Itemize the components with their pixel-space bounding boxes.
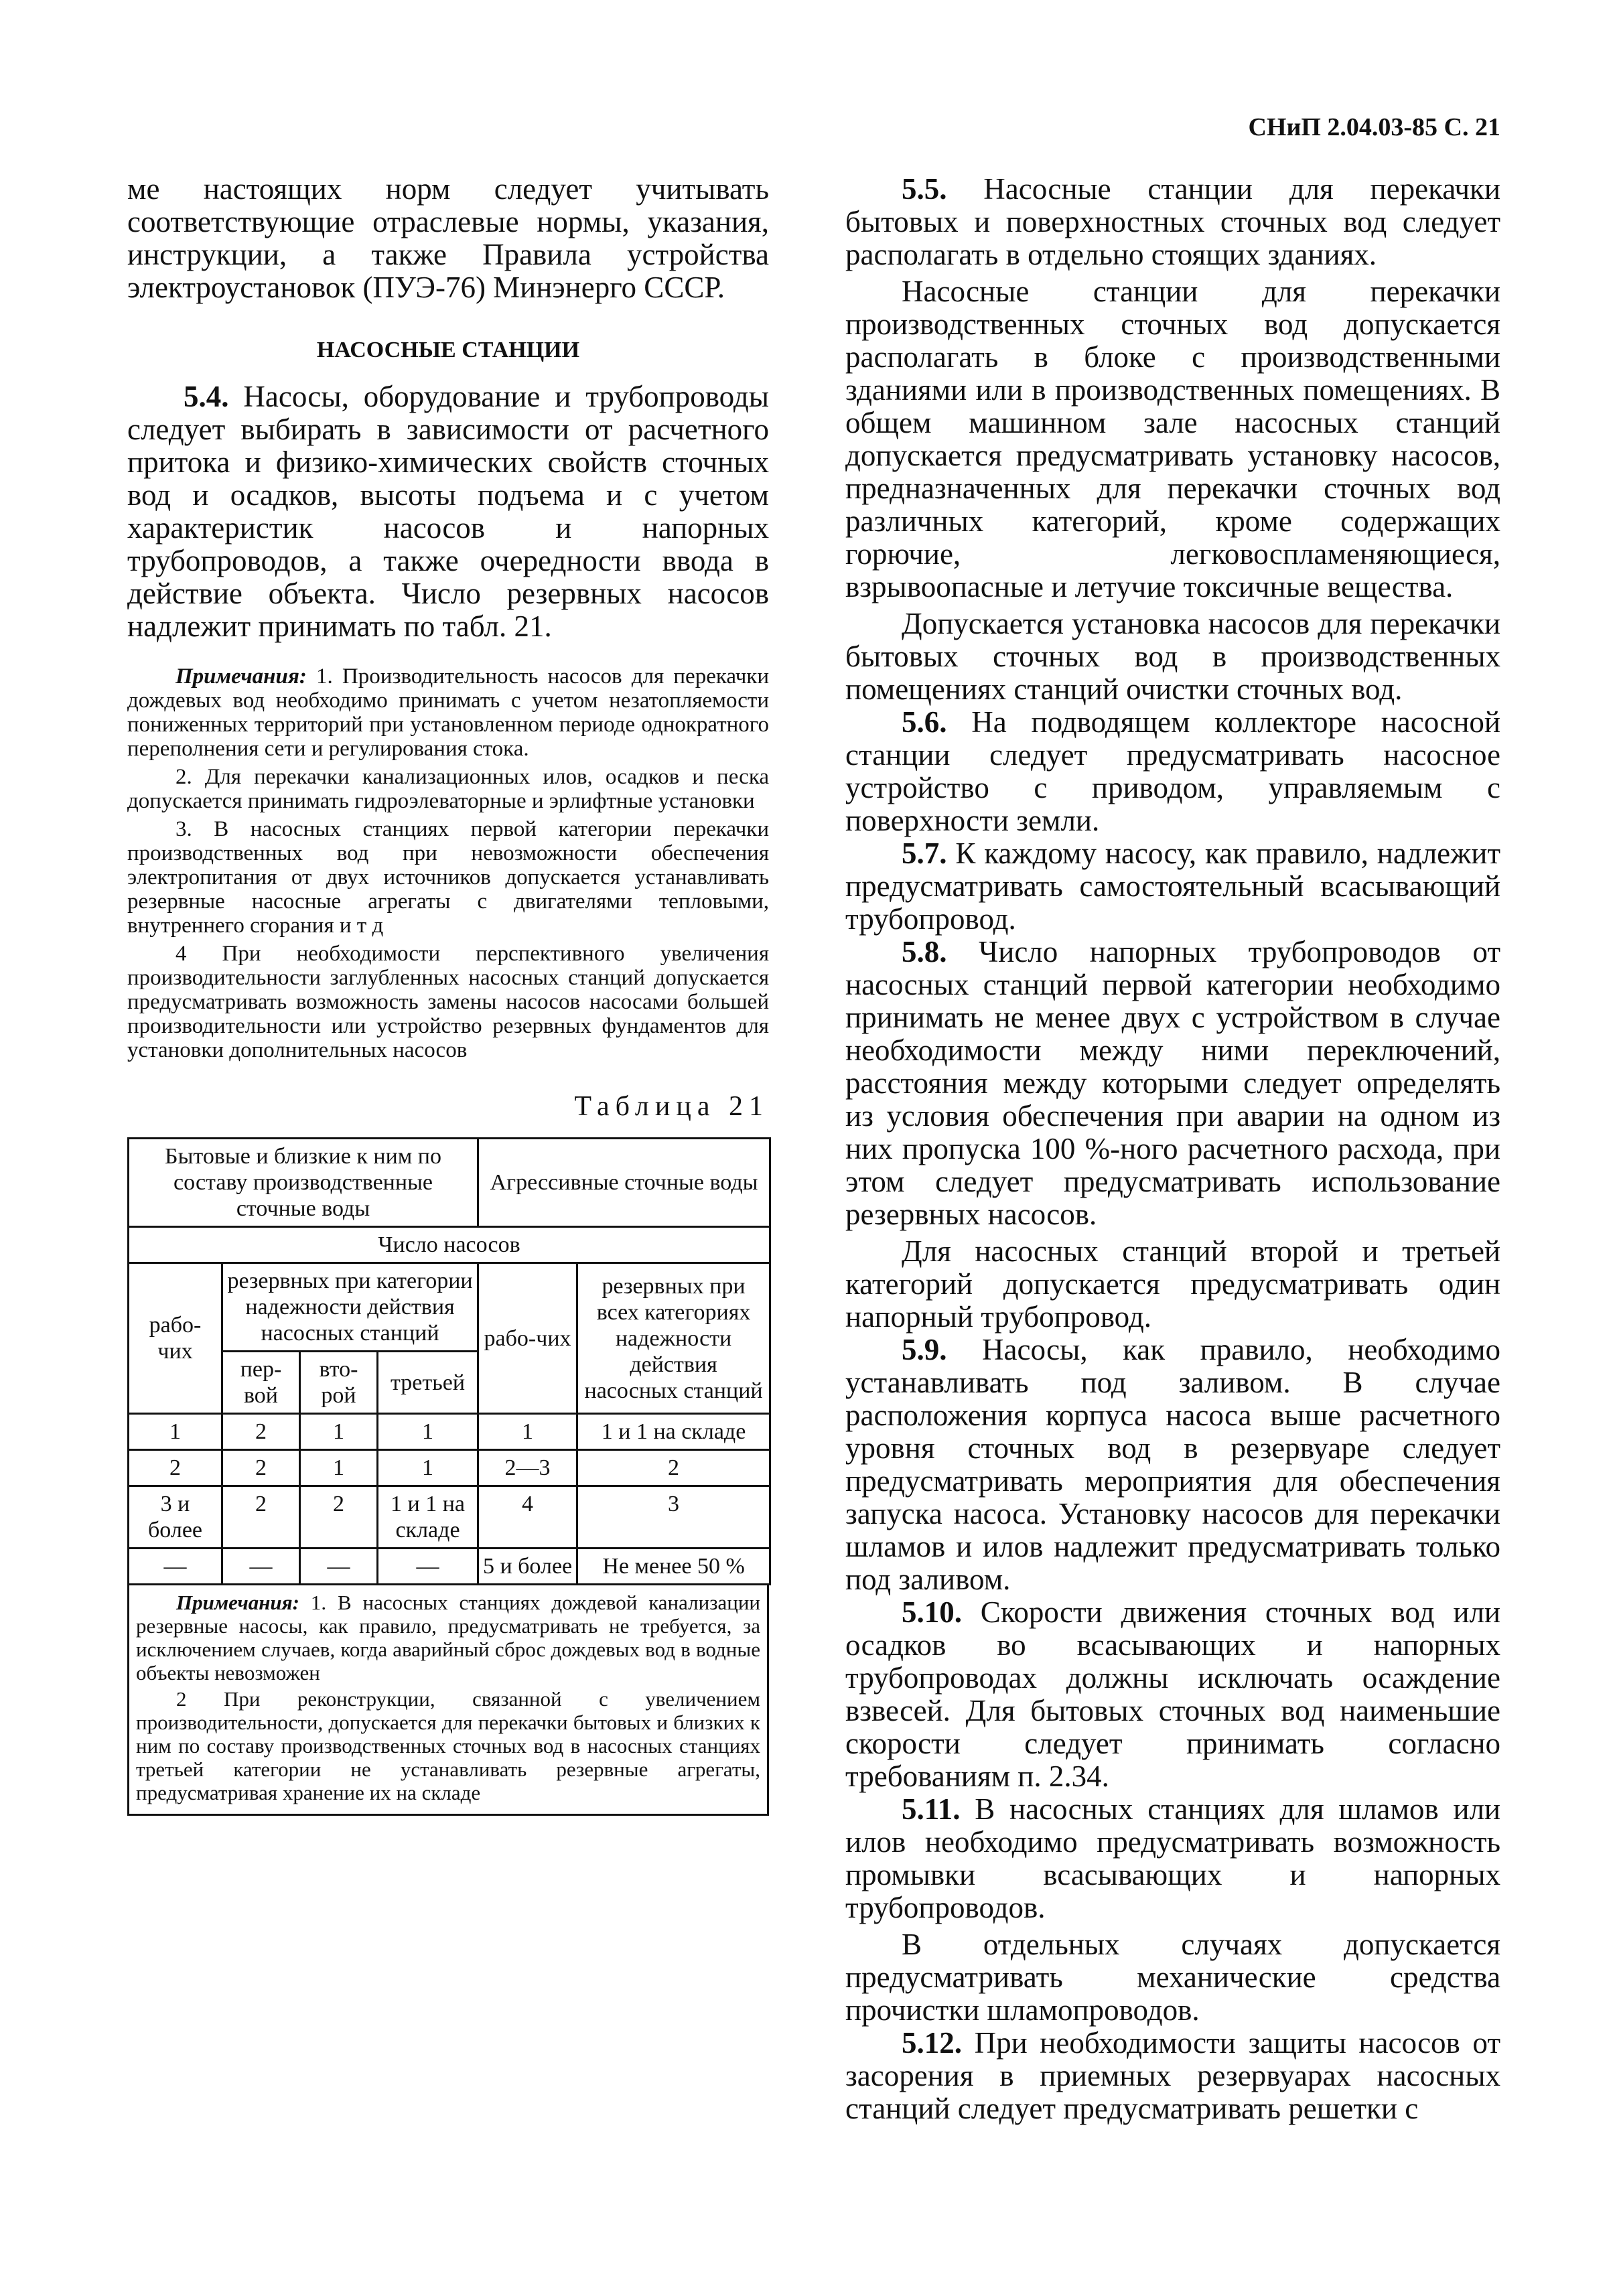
table-cell: Не менее 50 % <box>577 1549 770 1585</box>
table-cell: 4 <box>478 1486 577 1549</box>
table-cell: 2 <box>577 1450 770 1486</box>
table-cell: 2 <box>129 1450 222 1486</box>
header-first: пер-вой <box>222 1352 300 1414</box>
header-working: рабо-чих <box>129 1263 222 1414</box>
table-cell: 1 и 1 на складе <box>378 1486 478 1549</box>
notes-block <box>127 664 769 1062</box>
left-column <box>127 173 769 1816</box>
header-working-aggressive: рабо-чих <box>478 1263 577 1414</box>
table-cell: 2 <box>300 1486 378 1549</box>
paragraph-5-5 <box>845 173 1500 271</box>
paragraph-5-8-b: Для насосных станций второй и третьей категорий допускается предусматривать один напорный трубопровод. <box>845 1234 1500 1334</box>
right-column <box>845 173 1500 2125</box>
table-cell: 2 <box>222 1414 300 1450</box>
table-cell: 2 <box>222 1450 300 1486</box>
paragraph-5-6 <box>845 706 1500 837</box>
paragraph-5-7 <box>845 837 1500 936</box>
pumps-table <box>127 1137 771 1585</box>
table-row <box>129 1549 770 1585</box>
table-cell: 2—3 <box>478 1450 577 1486</box>
header-pump-count: Число насосов <box>129 1227 770 1263</box>
notes-label: Примечания: <box>176 664 307 689</box>
note-text: 1. Производительность насосов для перекачки дождевых вод необходимо принимать с учетом незатопляемости пониженных территорий при установленном периоде однократного переполнения сети и регулирования стока. <box>127 664 769 761</box>
table-note-text: 1. В насосных станциях дождевой канализации резервные насосы, как правило, предусматривать не требуется, за исключением случаев, когда аварийный сброс дождевых вод в водные объекты невозможен <box>136 1591 760 1684</box>
table-header-row <box>129 1139 770 1227</box>
paragraph-text: Насосы, как правило, необходимо устанавливать под заливом. В случае расположения корпуса насоса выше расчетного уровня сточных вод в резервуаре следует предусматривать мероприятия для обеспечения запуска насоса. Установку насосов для перекачки шламов и илов надлежит предусматривать только под заливом. <box>845 1333 1500 1596</box>
page-header: СНиП 2.04.03-85 С. 21 <box>1248 113 1500 141</box>
table-cell: 1 <box>300 1450 378 1486</box>
table-caption: Таблица 21 <box>574 1091 769 1122</box>
paragraph-5-9 <box>845 1334 1500 1596</box>
paragraph-number: 5.9. <box>902 1333 947 1366</box>
note-4: 4 При необходимости перспективного увеличения производительности заглубленных насосных станций допускается предусматривать возможность замены насосов насосами большей производительности или устройство резервных фундаментов для установки дополнительных насосов <box>127 942 769 1062</box>
paragraph-5-12 <box>845 2027 1500 2125</box>
paragraph-text: Скорости движения сточных вод или осадков во всасывающих и напорных трубопроводах должны исключать осаждение взвесей. Для бытовых сточных вод наименьшие скорости следует принимать согласно требованиям п. 2.34. <box>845 1595 1500 1793</box>
table-row <box>129 1486 770 1549</box>
intro-paragraph: ме настоящих норм следует учитывать соответствующие отраслевые нормы, указания, инструкции, а также Правила устройства электроустановок (ПУЭ-76) Минэнерго СССР. <box>127 172 769 304</box>
paragraph-5-11 <box>845 1793 1500 1924</box>
table-row <box>129 1414 770 1450</box>
note-1 <box>127 664 769 761</box>
paragraph-text: Насосы, оборудование и трубопроводы следует выбирать в зависимости от расчетного притока и физико-химических свойств сточных вод и осадков, высоты подъема и с учетом характеристик насосов и напорных трубопроводов, а также очередности ввода в действие объекта. Число резервных насосов надлежит принимать по табл. 21. <box>127 380 769 643</box>
note-2: 2. Для перекачки канализационных илов, осадков и песка допускается принимать гидроэлеваторные и эрлифтные установки <box>127 765 769 813</box>
paragraph-text: Число напорных трубопроводов от насосных станций первой категории необходимо принимать не менее двух с устройством в случае необходимости между ними переключений, расстояния между которыми следует определять из условия обеспечения при аварии на одном из них пропуска 100 %-ного расчетного расхода, при этом следует предусматривать использование резервных насосов. <box>845 935 1500 1231</box>
header-domestic: Бытовые и близкие к ним по составу производственные сточные воды <box>129 1139 478 1227</box>
table-header-row <box>129 1227 770 1263</box>
paragraph-5-4 <box>127 380 769 643</box>
paragraph-number: 5.10. <box>902 1595 962 1629</box>
header-second: вто-рой <box>300 1352 378 1414</box>
paragraph-text: Насосные станции для перекачки бытовых и поверхностных сточных вод следует располагать в отдельно стоящих зданиях. <box>845 172 1500 271</box>
paragraph-5-5-c: Допускается установка насосов для перекачки бытовых сточных вод в производственных помещениях станций очистки сточных вод. <box>845 607 1500 706</box>
note-3: 3. В насосных станциях первой категории перекачки производственных вод при невозможности обеспечения электропитания от двух источников допускается устанавливать резервные насосные агрегаты с двигателями тепловыми, внутреннего сгорания и т д <box>127 817 769 938</box>
paragraph-number: 5.5. <box>902 172 947 206</box>
paragraph-text: На подводящем коллекторе насосной станции следует предусматривать насосное устройство с приводом, управляемым с поверхности земли. <box>845 705 1500 837</box>
table-cell: 3 и более <box>129 1486 222 1549</box>
table-cell: 1 <box>300 1414 378 1450</box>
table-cell: 1 <box>478 1414 577 1450</box>
header-reserve-all: резервных при всех категориях надежности действия насосных станций <box>577 1263 770 1414</box>
section-title: НАСОСНЫЕ СТАНЦИИ <box>316 338 580 362</box>
table-notes-label: Примечания: <box>176 1591 299 1614</box>
table-notes <box>127 1585 769 1816</box>
paragraph-text: При необходимости защиты насосов от засорения в приемных резервуарах насосных станций следует предусматривать решетки с <box>845 2026 1500 2125</box>
table-cell: 2 <box>222 1486 300 1549</box>
table-cell: 3 <box>577 1486 770 1549</box>
table-cell: — <box>378 1549 478 1585</box>
table-cell: — <box>222 1549 300 1585</box>
table-cell: — <box>300 1549 378 1585</box>
table-header-row <box>129 1263 770 1352</box>
table-cell: 1 <box>378 1414 478 1450</box>
table-note-2: 2 При реконструкции, связанной с увеличением производительности, допускается для перекачки бытовых и близких к ним по составу производственных сточных вод в насосных станциях третьей категории не устанавливать резервные агрегаты, предусматривая хранение их на складе <box>136 1687 760 1804</box>
header-aggressive: Агрессивные сточные воды <box>478 1139 770 1227</box>
paragraph-number: 5.12. <box>902 2026 962 2060</box>
paragraph-number: 5.6. <box>902 705 947 739</box>
table-note-1 <box>136 1591 760 1684</box>
table-cell: 5 и более <box>478 1549 577 1585</box>
paragraph-number: 5.8. <box>902 935 947 968</box>
table-cell: 1 <box>129 1414 222 1450</box>
paragraph-5-5-b: Насосные станции для перекачки производственных сточных вод допускается располагать в блоке с производственными зданиями или в производственных помещениях. В общем машинном зале насосных станций допускается предусматривать установку насосов, предназначенных для перекачки сточных вод различных категорий, кроме содержащих горючие, легковоспламеняющиеся, взрывоопасные и летучие токсичные вещества. <box>845 275 1500 603</box>
paragraph-number: 5.4. <box>184 380 229 413</box>
paragraph-5-10 <box>845 1596 1500 1793</box>
table-cell: 1 и 1 на складе <box>577 1414 770 1450</box>
header-reserve-category: резервных при категории надежности действия насосных станций <box>222 1263 478 1352</box>
paragraph-text: К каждому насосу, как правило, надлежит предусматривать самостоятельный всасывающий трубопровод. <box>845 837 1500 936</box>
paragraph-number: 5.11. <box>902 1792 961 1826</box>
header-third: третьей <box>378 1352 478 1414</box>
paragraph-5-11-b: В отдельных случаях допускается предусматривать механические средства прочистки шламопроводов. <box>845 1928 1500 2027</box>
table-row <box>129 1450 770 1486</box>
table-cell: — <box>129 1549 222 1585</box>
paragraph-5-8 <box>845 936 1500 1231</box>
table-cell: 1 <box>378 1450 478 1486</box>
paragraph-number: 5.7. <box>902 837 947 870</box>
paragraph-text: В насосных станциях для шламов или илов необходимо предусматривать возможность промывки всасывающих и напорных трубопроводов. <box>845 1792 1500 1924</box>
